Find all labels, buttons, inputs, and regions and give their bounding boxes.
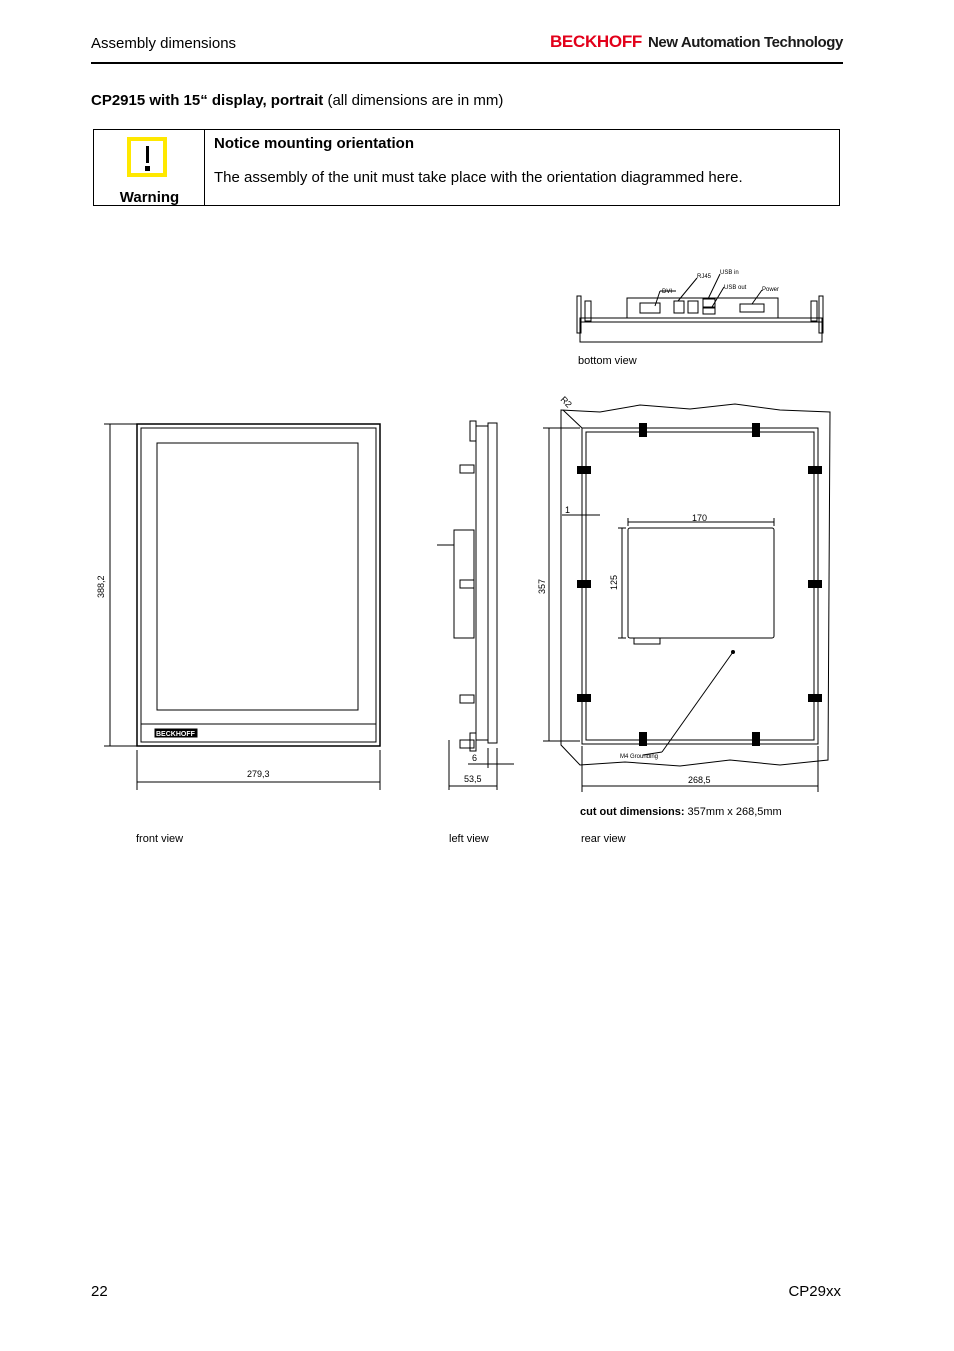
rear-cut-height-label: 357 (537, 578, 547, 594)
logo-slogan: New Automation Technology (648, 34, 843, 51)
notice-text: The assembly of the unit must take place with the orientation diagrammed here. (214, 169, 743, 186)
rear-radius-label: R2 (558, 394, 574, 410)
cutout-dimensions (580, 806, 782, 818)
section-title-bold: CP2915 with 15“ display, portrait (91, 92, 324, 109)
left-view-caption: left view (449, 833, 489, 845)
port-label-power: Power (762, 287, 780, 293)
port-label-dvi: DVI (662, 289, 673, 295)
rear-cut-width-label: 268,5 (688, 775, 711, 785)
port-label-usb-in: USB in (720, 270, 739, 276)
rear-box-height-label: 125 (609, 574, 619, 590)
left-view-drawing (437, 421, 514, 790)
rear-view-drawing (543, 404, 830, 792)
rear-box-width-label: 170 (692, 513, 708, 523)
warning-label: Warning (119, 189, 180, 206)
rear-grounding-label: M4 Grounding (620, 754, 659, 760)
front-view-drawing (104, 424, 380, 790)
port-label-rj45: RJ45 (697, 274, 712, 280)
notice-title: Notice mounting orientation (214, 135, 414, 152)
logo-brand: BECKHOFF (549, 32, 642, 51)
rear-view-caption: rear view (581, 833, 626, 845)
document-id: CP29xx (788, 1283, 841, 1300)
page-number: 22 (91, 1283, 108, 1300)
running-header: Assembly dimensions (91, 35, 237, 52)
cutout-value: 357mm x 268,5mm (684, 806, 782, 818)
bottom-view-drawing (577, 274, 823, 342)
front-logo-text: BECKHOFF (156, 731, 195, 738)
left-thickness-label: 6 (472, 753, 478, 763)
left-depth-label: 53,5 (464, 774, 482, 784)
bottom-view-caption: bottom view (578, 355, 637, 367)
cutout-label: cut out dimensions: (580, 806, 685, 818)
front-view-caption: front view (136, 833, 184, 845)
front-width-label: 279,3 (247, 769, 270, 779)
section-title-note: (all dimensions are in mm) (323, 92, 504, 109)
rear-margin-label: 1 (565, 505, 571, 515)
port-label-usb-out: USB out (724, 285, 747, 291)
front-height-label: 388,2 (96, 575, 106, 598)
